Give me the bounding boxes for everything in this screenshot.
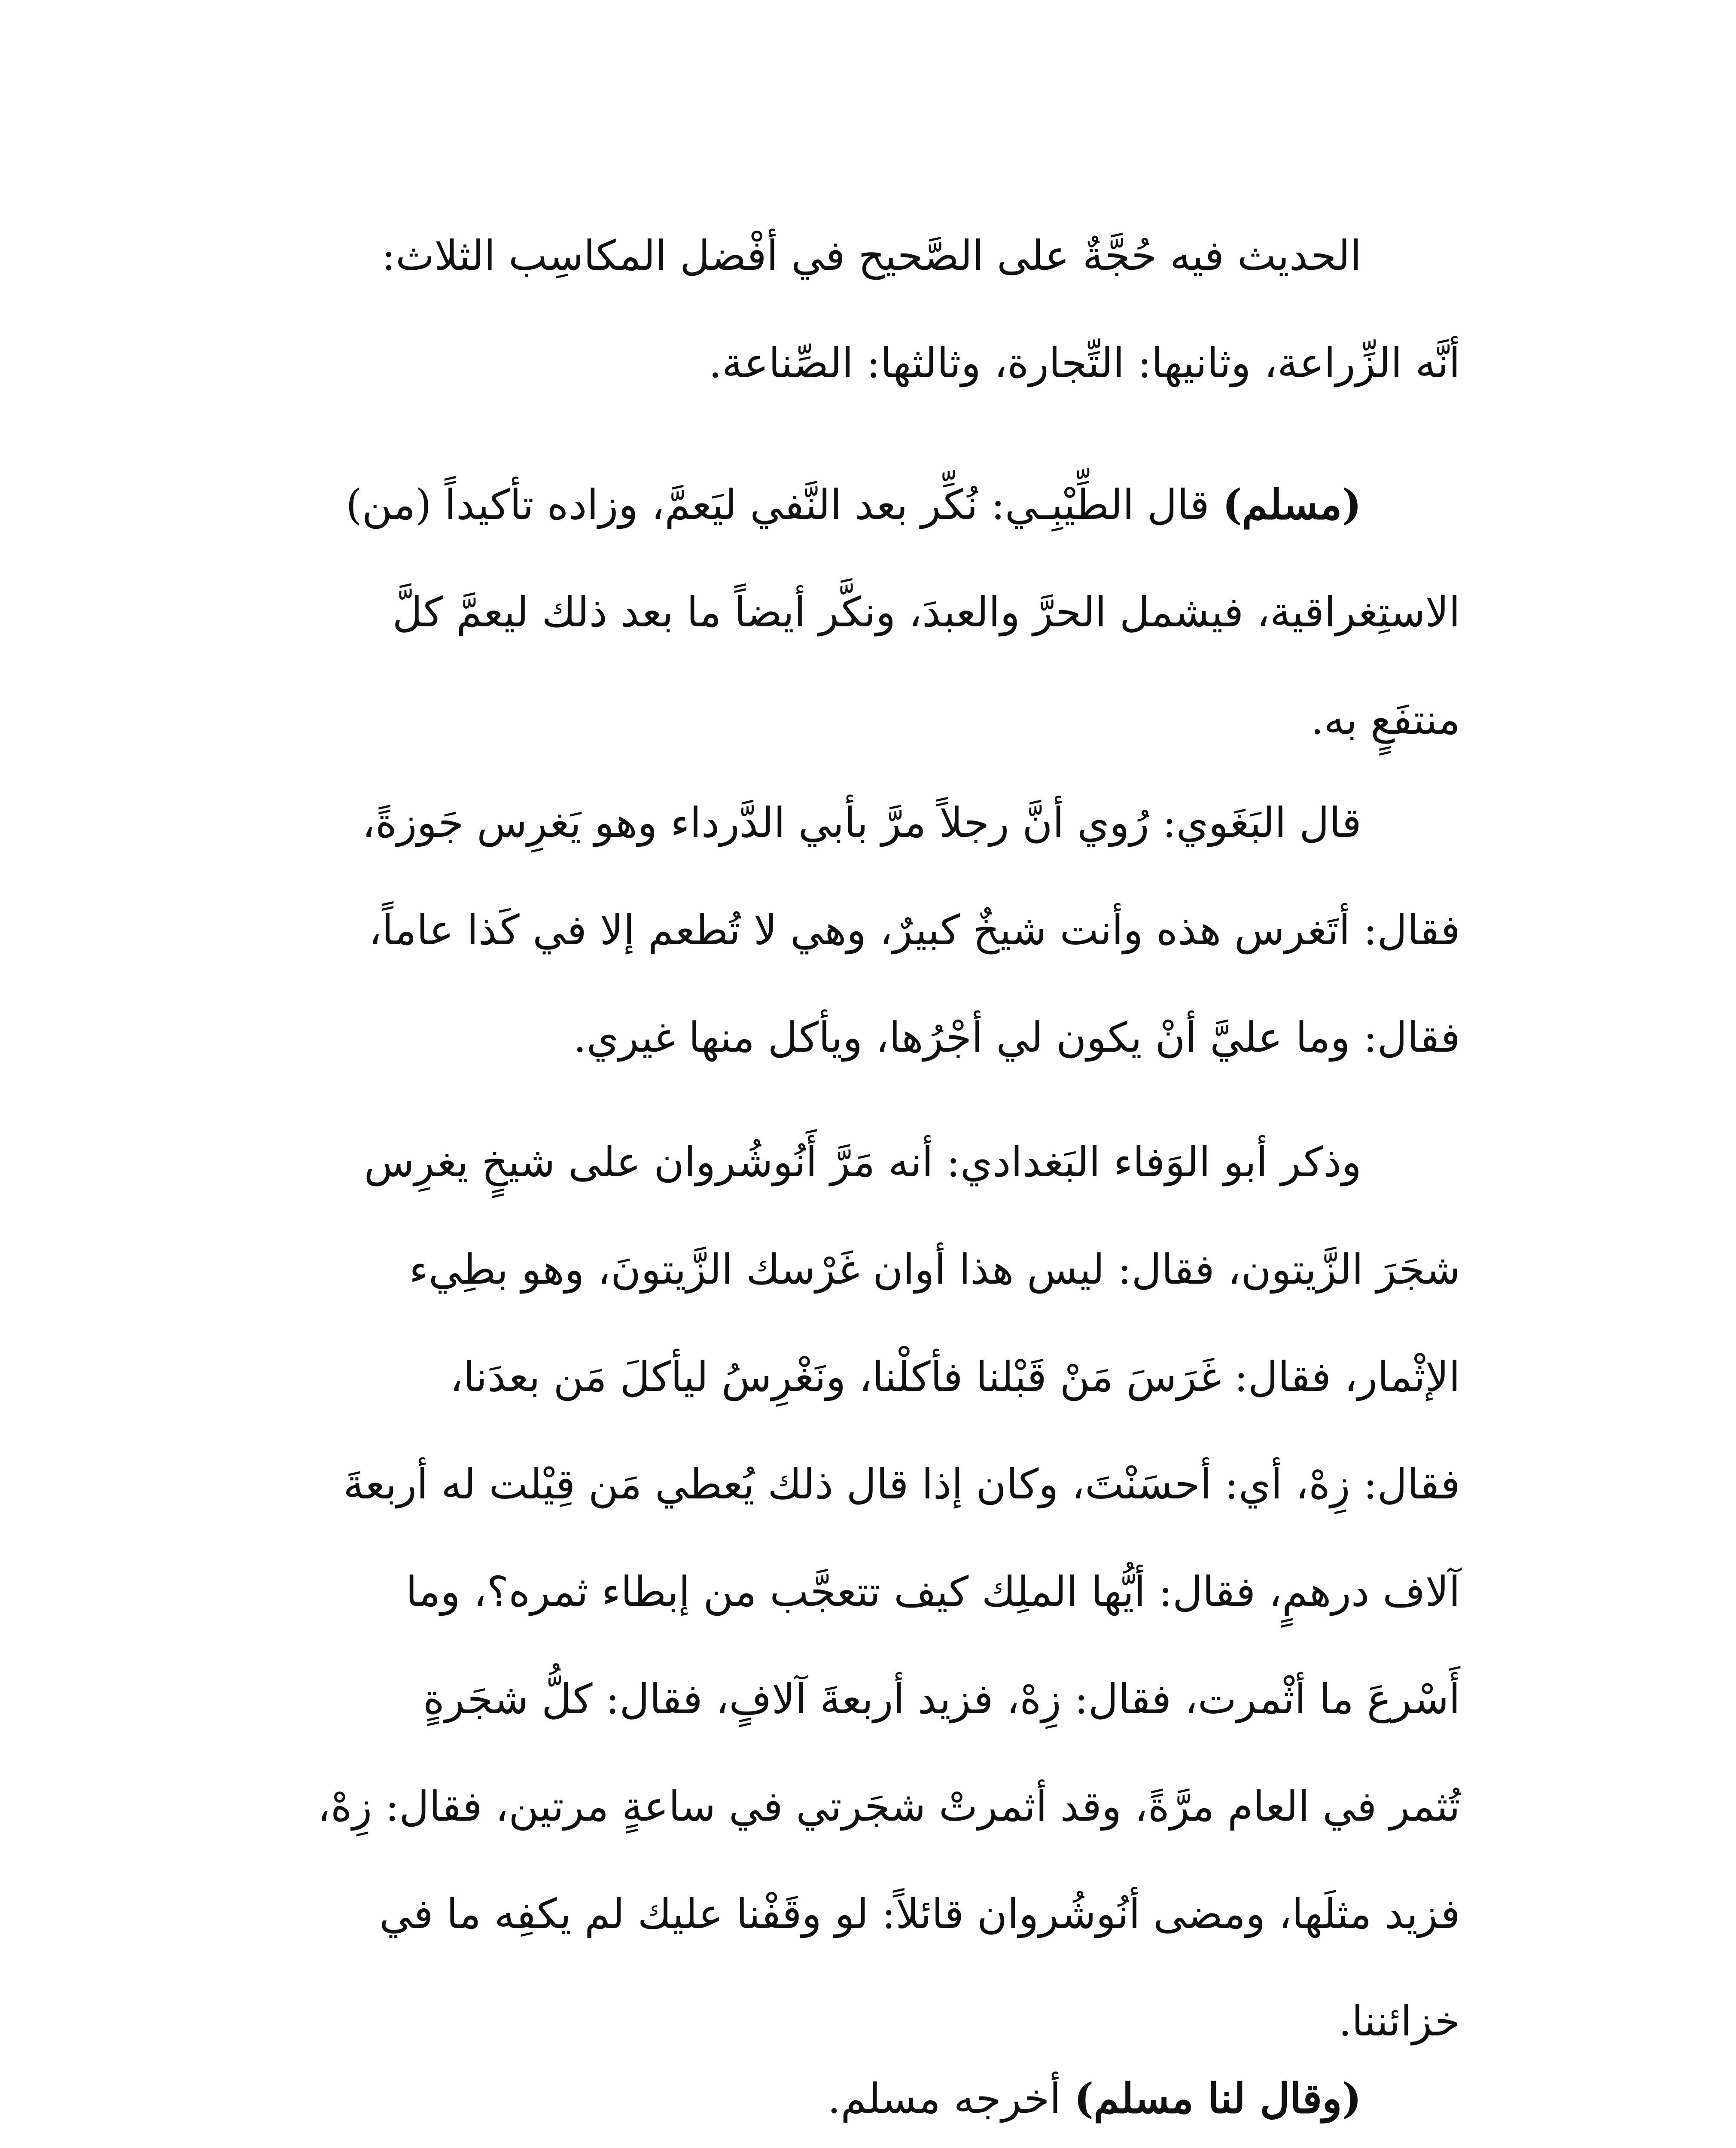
text-line-rest: قال الطِّيْبِـي: نُكِّر بعد النَّفي ليَعمَّ، وزاده تأكيداً (من)	[346, 481, 1223, 529]
text-line: منتفَعٍ به.	[1310, 696, 1460, 744]
text-line	[202, 2045, 1460, 2148]
text-line-rest: أخرجه مسلم.	[827, 2075, 1074, 2123]
text-line: الحديث فيه حُجَّةٌ على الصَّحيح في أفْضل المكاسِب الثلاث:	[381, 232, 1361, 280]
text-line: فقال: زِهْ، أي: أحسَنْتَ، وكان إذا قال ذلك يُعطي مَن قِيْلت له أربعةَ	[343, 1460, 1460, 1508]
text-line	[202, 451, 1460, 558]
paragraph-4	[202, 1108, 1460, 2075]
paragraph-5	[202, 2045, 1460, 2148]
text-line: تُثمر في العام مرَّةً، وقد أثمرتْ شجَرتي في ساعةٍ مرتين، فقال: زِهْ،	[317, 1782, 1460, 1831]
text-line: قال البَغَوي: رُوي أنَّ رجلاً مرَّ بأبي الدَّرداء وهو يَغرِس جَوزةً،	[362, 799, 1361, 847]
text-line: خزائننا.	[1338, 1997, 1460, 2045]
text-line: آلاف درهمٍ، فقال: أيُّها الملِك كيف تتعجَّب من إبطاء ثمره؟، وما	[405, 1568, 1460, 1616]
paragraph-1	[202, 202, 1460, 417]
text-line: وذكر أبو الوَفاء البَغدادي: أنه مَرَّ أَنُوشُروان على شيخٍ يغرِس	[364, 1138, 1361, 1186]
text-line: الاستِغراقية، فيشمل الحرَّ والعبدَ، ونكَّر أيضاً ما بعد ذلك ليعمَّ كلَّ	[392, 588, 1460, 636]
text-line: أنَّه الزِّراعة، وثانيها: التِّجارة، وثالثها: الصِّناعة.	[709, 339, 1460, 387]
bold-lead: (وقال لنا مسلم)	[1074, 2074, 1361, 2123]
paragraph-2	[202, 451, 1460, 773]
text-line: فقال: وما عليَّ أنْ يكون لي أجْرُها، ويأكل منها غيري.	[573, 1013, 1460, 1062]
text-line: أَسْرعَ ما أثْمرت، فقال: زِهْ، فزيد أربعةَ آلافٍ، فقال: كلُّ شجَرةٍ	[423, 1675, 1460, 1723]
paragraph-3	[202, 769, 1460, 1091]
text-line: الإثْمار، فقال: غَرَسَ مَنْ قَبْلنا فأكلْنا، ونَغْرِسُ ليأكلَ مَن بعدَنا،	[450, 1353, 1460, 1401]
text-line: شجَرَ الزَّيتون، فقال: ليس هذا أوان غَرْسك الزَّيتونَ، وهو بطِيء	[409, 1245, 1460, 1294]
text-line: فقال: أتَغرس هذه وأنت شيخٌ كبيرٌ، وهي لا تُطعم إلا في كَذا عاماً،	[369, 906, 1460, 954]
text-line: فزيد مثلَها، ومضى أنُوشُروان قائلاً: لو وقَفْنا عليك لم يكفِه ما في	[379, 1890, 1460, 1938]
bold-lead: (مسلم)	[1222, 480, 1361, 529]
